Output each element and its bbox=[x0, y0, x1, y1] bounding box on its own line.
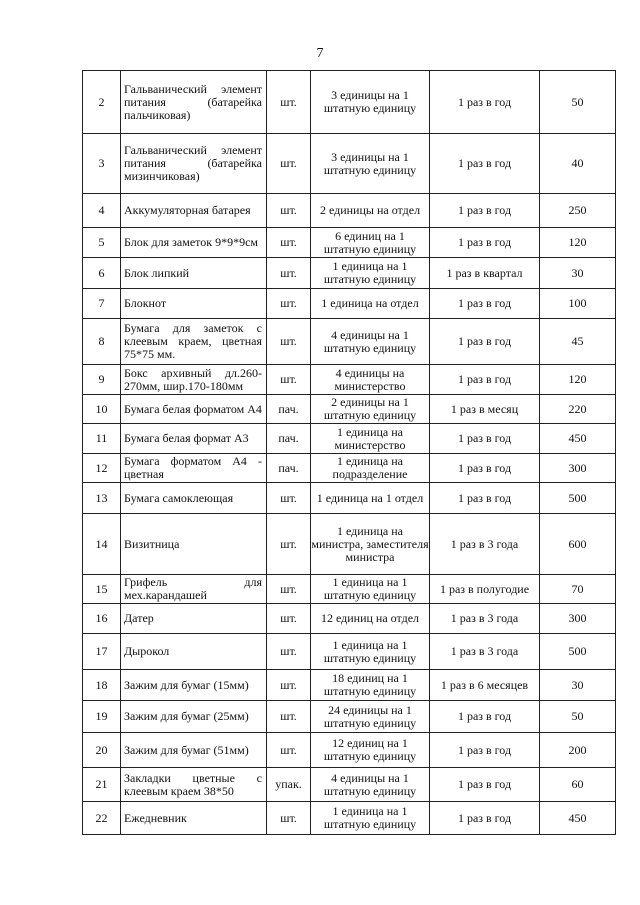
table-row bbox=[83, 319, 616, 365]
quantity-norm: 1 единица на министра, заместителя министра bbox=[311, 514, 430, 575]
item-name: Зажим для бумаг (25мм) bbox=[121, 701, 267, 733]
frequency: 1 раз в год bbox=[430, 483, 540, 514]
unit-of-measure: шт. bbox=[267, 319, 311, 365]
frequency: 1 раз в год bbox=[430, 228, 540, 258]
row-number: 21 bbox=[83, 768, 121, 802]
price: 200 bbox=[540, 733, 616, 768]
table-row bbox=[83, 71, 616, 134]
item-name: Бумага для заметок с клеевым краем, цветная 75*75 мм. bbox=[121, 319, 267, 365]
row-number: 18 bbox=[83, 670, 121, 701]
price: 220 bbox=[540, 395, 616, 424]
quantity-norm: 4 единицы на 1 штатную единицу bbox=[311, 768, 430, 802]
table-row bbox=[83, 454, 616, 483]
unit-of-measure: шт. bbox=[267, 701, 311, 733]
item-name: Закладки цветные с клеевым краем 38*50 bbox=[121, 768, 267, 802]
row-number: 9 bbox=[83, 365, 121, 395]
quantity-norm: 3 единицы на 1 штатную единицу bbox=[311, 134, 430, 194]
item-name: Датер bbox=[121, 604, 267, 634]
quantity-norm: 1 единица на подразделение bbox=[311, 454, 430, 483]
unit-of-measure: шт. bbox=[267, 802, 311, 835]
page-number: 7 bbox=[316, 46, 324, 61]
frequency: 1 раз в год bbox=[430, 319, 540, 365]
table-row bbox=[83, 670, 616, 701]
quantity-norm: 1 единица на отдел bbox=[311, 289, 430, 319]
item-name: Гальванический элемент питания (батарейка мизинчиковая) bbox=[121, 134, 267, 194]
frequency: 1 раз в 3 года bbox=[430, 604, 540, 634]
item-name: Ежедневник bbox=[121, 802, 267, 835]
row-number: 3 bbox=[83, 134, 121, 194]
row-number: 14 bbox=[83, 514, 121, 575]
quantity-norm: 2 единицы на 1 штатную единицу bbox=[311, 395, 430, 424]
row-number: 10 bbox=[83, 395, 121, 424]
item-name: Дырокол bbox=[121, 634, 267, 670]
quantity-norm: 24 единицы на 1 штатную единицу bbox=[311, 701, 430, 733]
quantity-norm: 1 единица на 1 штатную единицу bbox=[311, 575, 430, 604]
table-row bbox=[83, 365, 616, 395]
price: 50 bbox=[540, 701, 616, 733]
unit-of-measure: шт. bbox=[267, 258, 311, 289]
item-name: Аккумуляторная батарея bbox=[121, 194, 267, 228]
price: 45 bbox=[540, 319, 616, 365]
table-row bbox=[83, 134, 616, 194]
unit-of-measure: шт. bbox=[267, 228, 311, 258]
item-name: Блок липкий bbox=[121, 258, 267, 289]
unit-of-measure: шт. bbox=[267, 365, 311, 395]
table-row bbox=[83, 575, 616, 604]
frequency: 1 раз в полугодие bbox=[430, 575, 540, 604]
item-name: Бумага белая формат А3 bbox=[121, 424, 267, 454]
price: 120 bbox=[540, 365, 616, 395]
item-name: Бумага белая форматом А4 bbox=[121, 395, 267, 424]
unit-of-measure: шт. bbox=[267, 604, 311, 634]
row-number: 19 bbox=[83, 701, 121, 733]
table-row bbox=[83, 424, 616, 454]
table-row bbox=[83, 768, 616, 802]
quantity-norm: 1 единица на 1 штатную единицу bbox=[311, 802, 430, 835]
table-row bbox=[83, 289, 616, 319]
quantity-norm: 4 единицы на 1 штатную единицу bbox=[311, 319, 430, 365]
price: 600 bbox=[540, 514, 616, 575]
unit-of-measure: шт. bbox=[267, 289, 311, 319]
price: 50 bbox=[540, 71, 616, 134]
price: 500 bbox=[540, 634, 616, 670]
unit-of-measure: шт. bbox=[267, 194, 311, 228]
item-name: Зажим для бумаг (15мм) bbox=[121, 670, 267, 701]
frequency: 1 раз в год bbox=[430, 289, 540, 319]
price: 30 bbox=[540, 258, 616, 289]
item-name: Бумага самоклеющая bbox=[121, 483, 267, 514]
unit-of-measure: упак. bbox=[267, 768, 311, 802]
frequency: 1 раз в месяц bbox=[430, 395, 540, 424]
row-number: 17 bbox=[83, 634, 121, 670]
frequency: 1 раз в год bbox=[430, 701, 540, 733]
item-name: Бумага форматом А4 - цветная bbox=[121, 454, 267, 483]
row-number: 7 bbox=[83, 289, 121, 319]
quantity-norm: 12 единиц на 1 штатную единицу bbox=[311, 733, 430, 768]
price: 60 bbox=[540, 768, 616, 802]
price: 300 bbox=[540, 454, 616, 483]
unit-of-measure: шт. bbox=[267, 483, 311, 514]
item-name: Зажим для бумаг (51мм) bbox=[121, 733, 267, 768]
price: 450 bbox=[540, 802, 616, 835]
table-row bbox=[83, 483, 616, 514]
frequency: 1 раз в 3 года bbox=[430, 514, 540, 575]
unit-of-measure: шт. bbox=[267, 134, 311, 194]
quantity-norm: 18 единиц на 1 штатную единицу bbox=[311, 670, 430, 701]
frequency: 1 раз в год bbox=[430, 768, 540, 802]
row-number: 16 bbox=[83, 604, 121, 634]
price: 120 bbox=[540, 228, 616, 258]
unit-of-measure: пач. bbox=[267, 454, 311, 483]
row-number: 12 bbox=[83, 454, 121, 483]
item-name: Блок для заметок 9*9*9см bbox=[121, 228, 267, 258]
frequency: 1 раз в 6 месяцев bbox=[430, 670, 540, 701]
row-number: 4 bbox=[83, 194, 121, 228]
quantity-norm: 6 единиц на 1 штатную единицу bbox=[311, 228, 430, 258]
table-row bbox=[83, 701, 616, 733]
row-number: 6 bbox=[83, 258, 121, 289]
price: 250 bbox=[540, 194, 616, 228]
quantity-norm: 1 единица на 1 отдел bbox=[311, 483, 430, 514]
quantity-norm: 2 единицы на отдел bbox=[311, 194, 430, 228]
price: 70 bbox=[540, 575, 616, 604]
quantity-norm: 1 единица на 1 штатную единицу bbox=[311, 258, 430, 289]
unit-of-measure: шт. bbox=[267, 71, 311, 134]
unit-of-measure: шт. bbox=[267, 634, 311, 670]
frequency: 1 раз в год bbox=[430, 733, 540, 768]
table-row bbox=[83, 634, 616, 670]
unit-of-measure: шт. bbox=[267, 514, 311, 575]
quantity-norm: 1 единица на 1 штатную единицу bbox=[311, 634, 430, 670]
frequency: 1 раз в год bbox=[430, 454, 540, 483]
item-name: Грифель для мех.карандашей bbox=[121, 575, 267, 604]
frequency: 1 раз в 3 года bbox=[430, 634, 540, 670]
quantity-norm: 1 единица на министерство bbox=[311, 424, 430, 454]
quantity-norm: 4 единицы на министерство bbox=[311, 365, 430, 395]
table-row bbox=[83, 514, 616, 575]
row-number: 20 bbox=[83, 733, 121, 768]
price: 300 bbox=[540, 604, 616, 634]
table-row bbox=[83, 802, 616, 835]
row-number: 22 bbox=[83, 802, 121, 835]
price: 500 bbox=[540, 483, 616, 514]
price: 450 bbox=[540, 424, 616, 454]
item-name: Визитница bbox=[121, 514, 267, 575]
unit-of-measure: пач. bbox=[267, 424, 311, 454]
unit-of-measure: пач. bbox=[267, 395, 311, 424]
table-row bbox=[83, 258, 616, 289]
table-row bbox=[83, 733, 616, 768]
quantity-norm: 12 единиц на отдел bbox=[311, 604, 430, 634]
price: 100 bbox=[540, 289, 616, 319]
price: 30 bbox=[540, 670, 616, 701]
row-number: 2 bbox=[83, 71, 121, 134]
item-name: Гальванический элемент питания (батарейка пальчиковая) bbox=[121, 71, 267, 134]
price: 40 bbox=[540, 134, 616, 194]
unit-of-measure: шт. bbox=[267, 733, 311, 768]
table-row bbox=[83, 395, 616, 424]
unit-of-measure: шт. bbox=[267, 575, 311, 604]
frequency: 1 раз в год bbox=[430, 194, 540, 228]
row-number: 8 bbox=[83, 319, 121, 365]
unit-of-measure: шт. bbox=[267, 670, 311, 701]
row-number: 11 bbox=[83, 424, 121, 454]
row-number: 5 bbox=[83, 228, 121, 258]
frequency: 1 раз в год bbox=[430, 424, 540, 454]
row-number: 13 bbox=[83, 483, 121, 514]
item-name: Блокнот bbox=[121, 289, 267, 319]
frequency: 1 раз в квартал bbox=[430, 258, 540, 289]
frequency: 1 раз в год bbox=[430, 365, 540, 395]
frequency: 1 раз в год bbox=[430, 802, 540, 835]
frequency: 1 раз в год bbox=[430, 134, 540, 194]
frequency: 1 раз в год bbox=[430, 71, 540, 134]
item-name: Бокс архивный дл.260-270мм, шир.170-180мм bbox=[121, 365, 267, 395]
quantity-norm: 3 единицы на 1 штатную единицу bbox=[311, 71, 430, 134]
row-number: 15 bbox=[83, 575, 121, 604]
table-row bbox=[83, 228, 616, 258]
table-row bbox=[83, 194, 616, 228]
supplies-table bbox=[82, 70, 616, 835]
table-row bbox=[83, 604, 616, 634]
